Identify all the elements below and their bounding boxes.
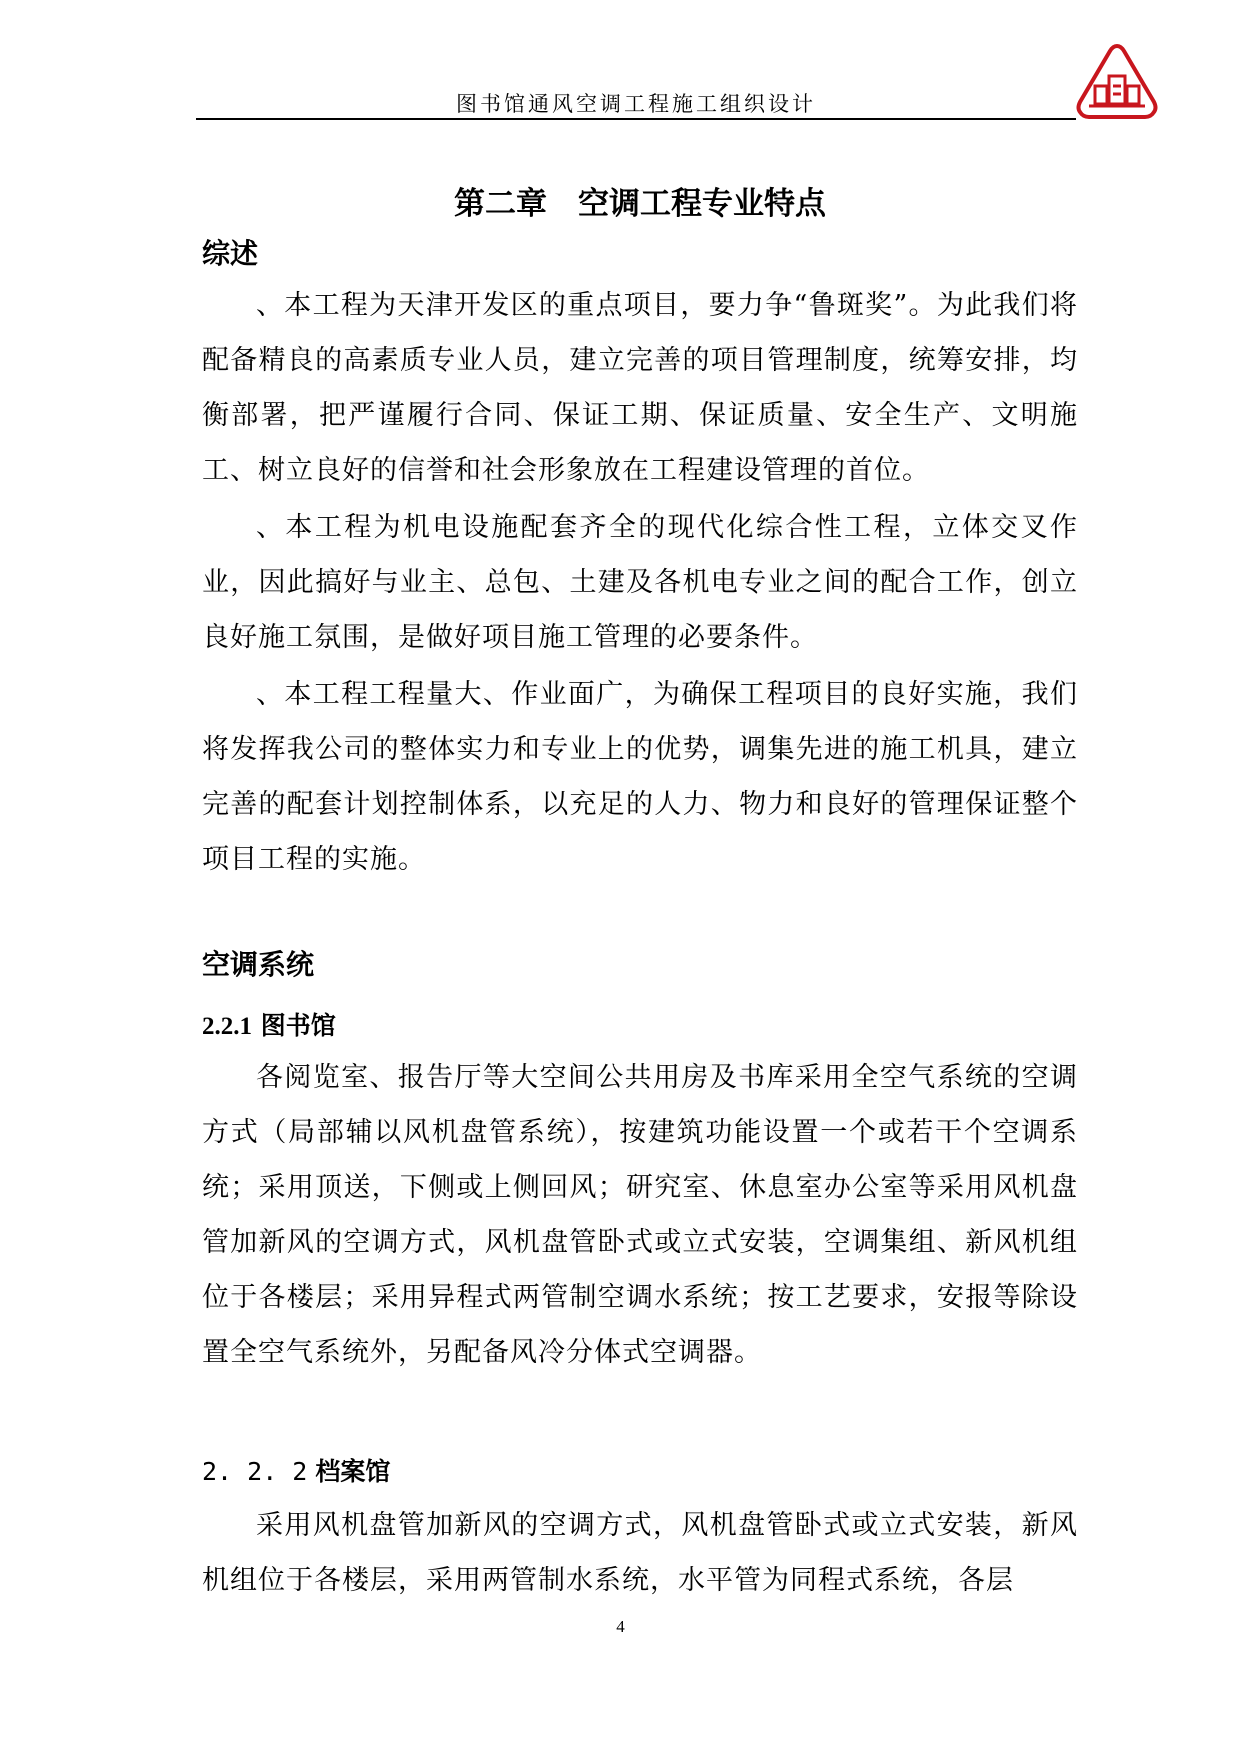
overview-paragraph-2: 、本工程为机电设施配套齐全的现代化综合性工程，立体交叉作业，因此搞好与业主、总包、土建及各机电专业之间的配合工作，创立良好施工氛围，是做好项目施工管理的必要条件。 [202,512,1078,653]
section-heading-overview: 综述 [202,237,259,270]
page-number: 4 [616,1617,625,1636]
chapter-title: 第二章 空调工程专业特点 [454,186,826,222]
archive-paragraph: 采用风机盘管加新风的空调方式，风机盘管卧式或立式安装，新风机组位于各楼层，采用两管制水系统，水平管为同程式系统，各层 [202,1510,1078,1596]
section-heading-ac-system: 空调系统 [202,948,315,981]
subsection-title: 档案馆 [315,1457,391,1486]
overview-paragraph-1: 、本工程为天津开发区的重点项目，要力争“鲁斑奖”。为此我们将配备精良的高素质专业人员，建立完善的项目管理制度，统筹安排，均衡部署，把严谨履行合同、保证工期、保证质量、安全生产、文明施工、树立良好的信誉和社会形象放在工程建设管理的首位。 [202,290,1078,486]
subsection-heading-archive [202,1452,390,1488]
subsection-number: 2. 2. 2 [202,1457,308,1486]
header-rule [196,118,1076,120]
company-seal-logo-icon [1075,42,1159,122]
running-header-title: 图书馆通风空调工程施工组织设计 [456,92,816,116]
subsection-heading-library [202,1006,336,1042]
overview-paragraph-3: 、本工程工程量大、作业面广，为确保工程项目的良好实施，我们将发挥我公司的整体实力和专业上的优势，调集先进的施工机具，建立完善的配套计划控制体系，以充足的人力、物力和良好的管理保证整个项目工程的实施。 [202,679,1078,875]
library-paragraph: 各阅览室、报告厅等大空间公共用房及书库采用全空气系统的空调方式（局部辅以风机盘管系统），按建筑功能设置一个或若干个空调系统；采用顶送，下侧或上侧回风；研究室、休息室办公室等采用风机盘管加新风的空调方式，风机盘管卧式或立式安装，空调集组、新风机组位于各楼层；采用异程式两管制空调水系统；按工艺要求，安报等除设置全空气系统外，另配备风冷分体式空调器。 [202,1062,1078,1368]
subsection-number: 2.2.1 [202,1013,252,1040]
subsection-title: 图书馆 [260,1011,336,1040]
